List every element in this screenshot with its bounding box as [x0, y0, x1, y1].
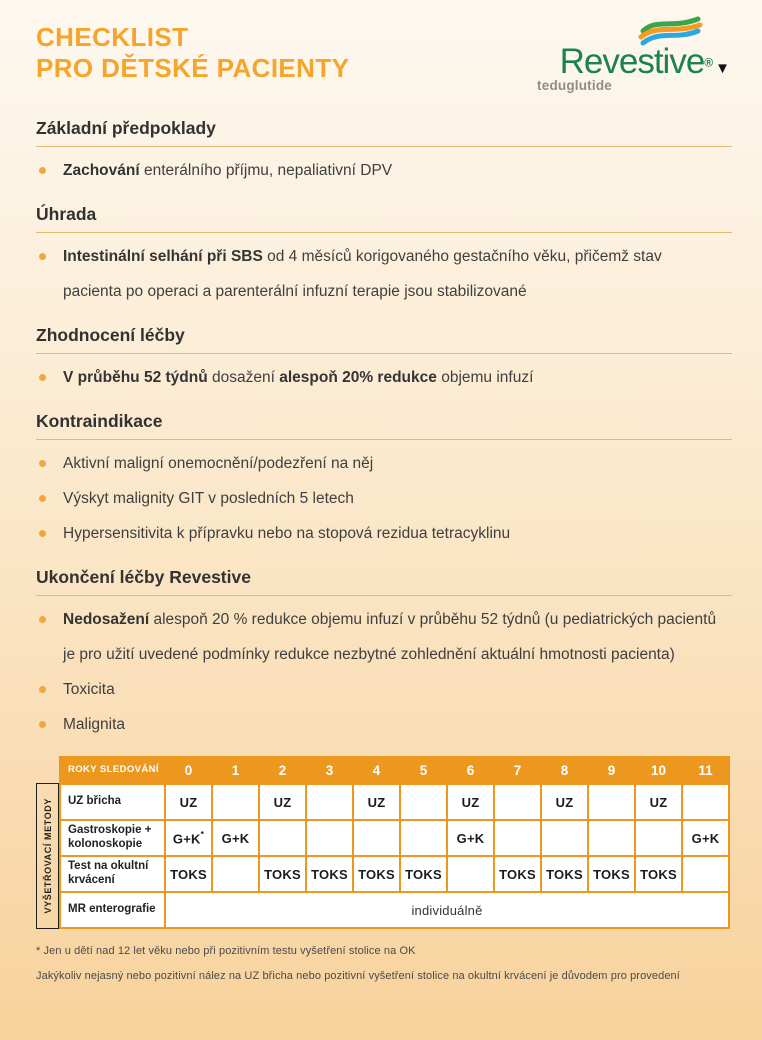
bullet-icon [39, 460, 46, 467]
table-cell [259, 820, 306, 856]
table-cell: UZ [635, 784, 682, 820]
bullet-text: objemu infuzí [436, 369, 534, 386]
year-col: 0 [165, 757, 212, 784]
page-title [36, 22, 349, 84]
bullet-text: alespoň 20 % redukce objemu infuzí v průběhu 52 týdnů (u pediatrických pacientů je pro užití uvedené podmínky redukce nezbytné zohlednění aktuální hmotnosti pacienta) [63, 611, 717, 663]
bullet-text: enterálního příjmu, nepaliativní DPV [139, 162, 393, 179]
table-cell: TOKS [165, 856, 212, 892]
merged-cell-individualne: individuálně [165, 892, 729, 928]
bullet-text: Toxicita [63, 681, 115, 698]
black-triangle-icon: ▼ [715, 60, 730, 77]
bullet-icon [39, 167, 46, 174]
bullet-text: Zachování [63, 162, 140, 179]
table-cell: TOKS [635, 856, 682, 892]
bullet-icon [39, 374, 46, 381]
table-cell [682, 784, 729, 820]
bullet-icon [39, 616, 46, 623]
footnote-1: * Jen u dětí nad 12 let věku nebo při pozitivním testu vyšetření stolice na OK [36, 945, 416, 957]
logo-brand-row [560, 42, 730, 82]
table-row-gastroskopie [60, 820, 729, 856]
title-line-2: PRO DĚTSKÉ PACIENTY [36, 53, 350, 84]
section-heading-zhodnoceni-lecby: Zhodnocení léčby [36, 325, 732, 354]
bullet-list [36, 446, 732, 551]
table-cell: UZ [259, 784, 306, 820]
bullet-icon [39, 253, 46, 260]
footnote-asterisk: * [200, 828, 205, 839]
bullet-text: Nedosažení [63, 611, 150, 628]
table-cell: TOKS [494, 856, 541, 892]
table-cell [494, 784, 541, 820]
footnote-2: Jakýkoliv nejasný nebo pozitivní nález na UZ břicha nebo pozitivní vyšetření stolice na okultní krvácení je důvodem pro provedení [36, 970, 680, 982]
table-cell: TOKS [588, 856, 635, 892]
bullet-text: Hypersensitivita k přípravku nebo na stopová rezidua tetracyklinu [63, 525, 511, 542]
table-header-roky: ROKY SLEDOVÁNÍ [60, 757, 165, 784]
table-cell [588, 820, 635, 856]
list-item [36, 672, 718, 707]
table-cell [353, 820, 400, 856]
section-heading-ukonceni-lecby: Ukončení léčby Revestive [36, 567, 732, 596]
bullet-list [36, 360, 732, 395]
bullet-list [36, 239, 732, 309]
title-line-1: CHECKLIST [36, 22, 189, 52]
bullet-text: Intestinální selhání při SBS [63, 248, 263, 265]
table-cell [588, 784, 635, 820]
section-heading-uhrada: Úhrada [36, 204, 732, 233]
table-cell [494, 820, 541, 856]
revestive-logo [512, 18, 730, 98]
table-cell: TOKS [259, 856, 306, 892]
table-side-label: VYŠETŘOVACÍ METODY [42, 798, 53, 914]
logo-generic-name: teduglutide [537, 78, 612, 93]
bullet-list [36, 153, 732, 188]
year-col: 7 [494, 757, 541, 784]
table-row-mr-enterografie [60, 892, 729, 928]
section-heading-zakladni-predpoklady: Základní předpoklady [36, 118, 732, 147]
row-label: MR enterografie [60, 892, 165, 928]
table-cell: G+K [682, 820, 729, 856]
bullet-list [36, 602, 732, 742]
logo-brand-name: Revestive [559, 42, 705, 81]
table-cell: UZ [353, 784, 400, 820]
table-row-toks [60, 856, 729, 892]
list-item [36, 707, 718, 742]
table-cell [635, 820, 682, 856]
year-col: 8 [541, 757, 588, 784]
table-cell [306, 784, 353, 820]
bullet-icon [39, 495, 46, 502]
monitoring-table-wrap [36, 756, 732, 929]
table-cell [165, 820, 212, 856]
bullet-text: dosažení [207, 369, 280, 386]
table-cell [541, 820, 588, 856]
table-cell [400, 820, 447, 856]
table-cell [682, 856, 729, 892]
year-col: 2 [259, 757, 306, 784]
table-cell: TOKS [306, 856, 353, 892]
table-cell: G+K [212, 820, 259, 856]
row-label: Gastroskopie + kolonoskopie [60, 820, 165, 856]
list-item [36, 239, 718, 309]
bullet-icon [39, 530, 46, 537]
list-item [36, 153, 718, 188]
year-col: 3 [306, 757, 353, 784]
monitoring-table [59, 756, 730, 929]
bullet-text: Aktivní maligní onemocnění/podezření na něj [63, 455, 374, 472]
table-cell [447, 856, 494, 892]
list-item [36, 481, 718, 516]
table-cell: UZ [165, 784, 212, 820]
table-cell: UZ [541, 784, 588, 820]
bullet-text: od 4 měsíců korigovaného gestačního věku, přičemž stav pacienta po operaci a parenterální infuzní terapie jsou stabilizované [63, 248, 662, 300]
year-col: 11 [682, 757, 729, 784]
list-item [36, 602, 718, 672]
table-cell [306, 820, 353, 856]
page-header [36, 18, 732, 102]
table-cell: TOKS [400, 856, 447, 892]
bullet-icon [39, 686, 46, 693]
table-side-label-box [36, 783, 59, 929]
bullet-text: Malignita [63, 716, 126, 733]
table-cell [400, 784, 447, 820]
table-cell: UZ [447, 784, 494, 820]
year-col: 6 [447, 757, 494, 784]
year-col: 4 [353, 757, 400, 784]
table-cell: G+K [447, 820, 494, 856]
list-item [36, 446, 718, 481]
section-heading-kontraindikace: Kontraindikace [36, 411, 732, 440]
list-item [36, 360, 718, 395]
bullet-text: alespoň 20% redukce [279, 369, 437, 386]
table-cell: TOKS [541, 856, 588, 892]
year-col: 5 [400, 757, 447, 784]
bullet-text: V průběhu 52 týdnů [63, 369, 208, 386]
table-cell [212, 856, 259, 892]
registered-mark: ® [704, 55, 714, 70]
list-item [36, 516, 718, 551]
table-cell: TOKS [353, 856, 400, 892]
year-col: 1 [212, 757, 259, 784]
bullet-icon [39, 721, 46, 728]
table-header-row [60, 757, 729, 784]
year-col: 10 [635, 757, 682, 784]
table-row-uz-bricha [60, 784, 729, 820]
cell-value: G+K [172, 831, 201, 847]
year-col: 9 [588, 757, 635, 784]
table-cell [212, 784, 259, 820]
row-label: Test na okultní krvácení [60, 856, 165, 892]
bullet-text: Výskyt malignity GIT v posledních 5 letech [63, 490, 354, 507]
row-label: UZ břicha [60, 784, 165, 820]
